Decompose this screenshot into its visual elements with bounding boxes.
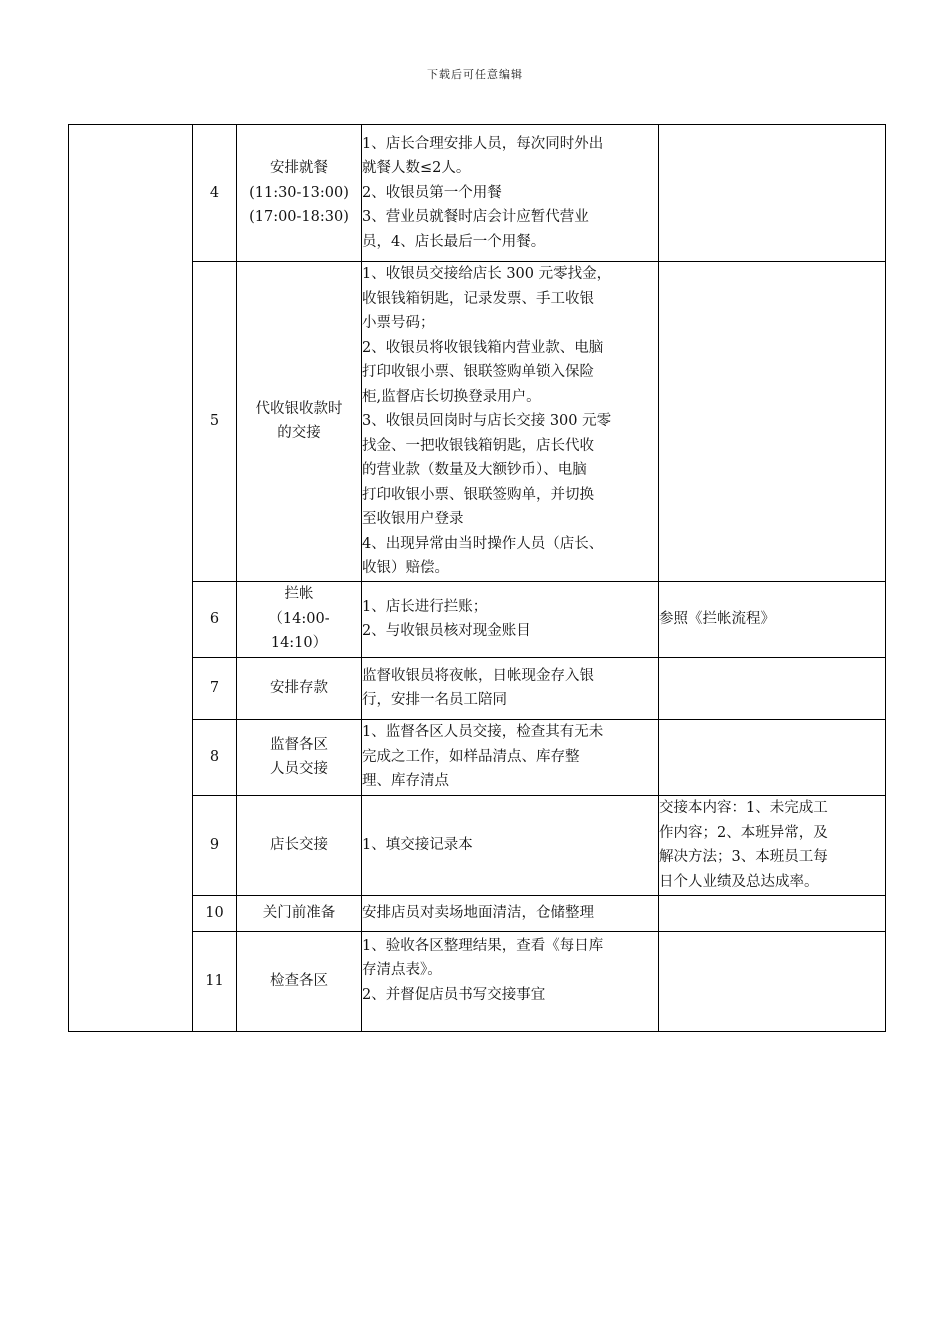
- step-number: 7: [193, 657, 237, 719]
- note-line: 交接本内容：1、未完成工: [659, 800, 828, 816]
- content-line: 1、收银员交接给店长 300 元零找金，: [362, 266, 612, 282]
- item-line: 代收银收款时: [255, 400, 343, 417]
- content-line: 存清点表》。: [362, 962, 442, 978]
- table-row: [69, 125, 886, 262]
- item-line: 关门前准备: [262, 904, 336, 921]
- step-item: [237, 125, 362, 262]
- content-line: 至收银用户登录: [362, 511, 464, 527]
- content-line: 员，4、店长最后一个用餐。: [362, 233, 546, 250]
- content-line: 行，安排一名员工陪同: [362, 692, 507, 708]
- content-line: 2、与收银员核对现金账目: [362, 623, 531, 639]
- step-content: [362, 125, 659, 262]
- note-line: 解决方法；3、本班员工每: [659, 849, 828, 865]
- step-item: [237, 895, 362, 931]
- step-item: [237, 795, 362, 895]
- content-line: 小票号码；: [362, 315, 435, 331]
- item-line: 监督各区: [270, 736, 328, 753]
- step-note: [659, 262, 886, 582]
- item-line: 安排存款: [270, 679, 328, 696]
- step-content: [362, 795, 659, 895]
- step-note: [659, 125, 886, 262]
- content-line: 完成之工作，如样品清点、库存整: [362, 748, 580, 765]
- content-line: 2、收银员第一个用餐: [362, 184, 502, 201]
- content-line: 2、收银员将收银钱箱内营业款、电脑: [362, 339, 604, 356]
- category-cell: [69, 125, 193, 1032]
- step-number: 6: [193, 581, 237, 657]
- item-line: （14:00-: [268, 610, 330, 627]
- step-note: [659, 931, 886, 1031]
- step-content: [362, 581, 659, 657]
- content-line: 1、填交接记录本: [362, 836, 473, 853]
- item-line: (17:00-18:30): [249, 209, 349, 226]
- step-content: [362, 262, 659, 582]
- content-line: 3、营业员就餐时店会计应暂代营业: [362, 209, 589, 226]
- step-number: 4: [193, 125, 237, 262]
- item-line: 14:10）: [270, 635, 328, 652]
- content-line: 4、出现异常由当时操作人员（店长、: [362, 535, 604, 552]
- item-line: 安排就餐: [270, 160, 328, 177]
- content-line: 打印收银小票、银联签购单，并切换: [362, 486, 594, 503]
- content-line: 的营业款（数量及大额钞币）、电脑: [362, 462, 587, 478]
- step-number: 8: [193, 719, 237, 795]
- item-line: 的交接: [277, 425, 321, 442]
- content-line: 安排店员对卖场地面清洁，仓储整理: [362, 904, 594, 921]
- content-line: 1、监督各区人员交接，检查其有无未: [362, 724, 604, 741]
- item-line: 店长交接: [270, 836, 328, 853]
- step-content: [362, 931, 659, 1031]
- step-number: 10: [193, 895, 237, 931]
- header-note: 下载后可任意编辑: [427, 68, 523, 81]
- content-line: 3、收银员回岗时与店长交接 300 元零: [362, 413, 612, 429]
- item-line: 人员交接: [270, 761, 328, 777]
- item-line: (11:30-13:00): [249, 184, 349, 201]
- step-number: 9: [193, 795, 237, 895]
- note-line: 参照《拦帐流程》: [659, 610, 775, 627]
- content-line: 2、并督促店员书写交接事宜: [362, 986, 546, 1003]
- step-number: 5: [193, 262, 237, 582]
- step-note: [659, 581, 886, 657]
- step-note: [659, 795, 886, 895]
- step-item: [237, 719, 362, 795]
- content-line: 打印收银小票、银联签购单锁入保险: [362, 364, 594, 380]
- note-line: 日个人业绩及总达成率。: [659, 873, 819, 890]
- content-line: 柜,监督店长切换登录用户。: [362, 388, 541, 405]
- step-item: [237, 581, 362, 657]
- item-line: 检查各区: [270, 972, 328, 989]
- content-line: 监督收银员将夜帐，日帐现金存入银: [362, 667, 594, 684]
- step-content: [362, 719, 659, 795]
- content-line: 就餐人数≤2人。: [362, 160, 471, 177]
- item-line: 拦帐: [284, 586, 314, 603]
- step-item: [237, 262, 362, 582]
- step-note: [659, 719, 886, 795]
- step-item: [237, 931, 362, 1031]
- content-line: 1、店长合理安排人员，每次同时外出: [362, 135, 604, 152]
- content-line: 理、库存清点: [362, 773, 449, 790]
- step-item: [237, 657, 362, 719]
- step-note: [659, 895, 886, 931]
- step-content: [362, 657, 659, 719]
- content-line: 收银）赔偿。: [362, 560, 449, 576]
- note-line: 作内容；2、本班异常，及: [659, 824, 828, 841]
- content-line: 1、验收各区整理结果，查看《每日库: [362, 937, 604, 954]
- step-note: [659, 657, 886, 719]
- step-content: [362, 895, 659, 931]
- step-number: 11: [193, 931, 237, 1031]
- content-line: 找金、一把收银钱箱钥匙，店长代收: [362, 437, 594, 454]
- procedure-table: [68, 124, 886, 1032]
- content-line: 收银钱箱钥匙，记录发票、手工收银: [362, 290, 594, 307]
- content-line: 1、店长进行拦账；: [362, 598, 488, 615]
